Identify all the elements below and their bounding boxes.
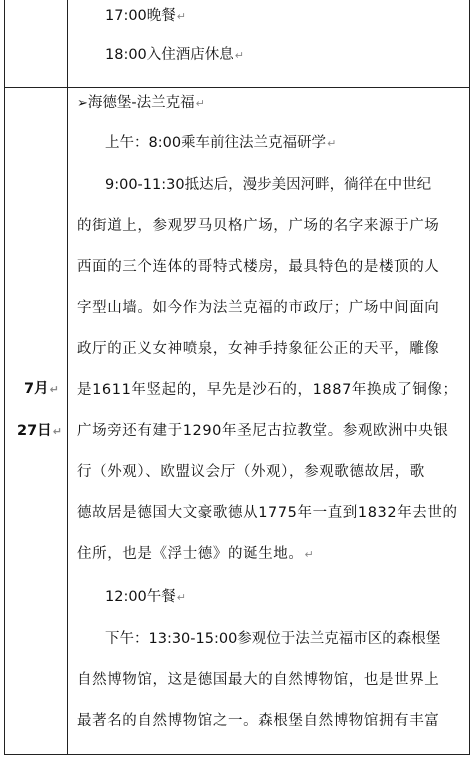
paragraph-mark-icon: ↵ bbox=[49, 383, 59, 396]
table-bottom-border bbox=[4, 754, 470, 755]
date-month: 7月↵ bbox=[24, 381, 59, 397]
paragraph-line: 住所，也是《浮士德》的诞生地。↵ bbox=[77, 546, 315, 562]
table-left-border bbox=[4, 0, 5, 755]
paragraph-line: 字型山墙。如今作为法兰克福的市政厅；广场中间面向 bbox=[77, 300, 440, 316]
paragraph-line: 下午：13:30-15:00参观位于法兰克福市区的森根堡 bbox=[105, 631, 441, 647]
morning-item: 上午：8:00乘车前往法兰克福研学↵ bbox=[105, 135, 337, 151]
paragraph-line: 是1611年竖起的，早先是沙石的，1887年换成了铜像； bbox=[77, 382, 458, 398]
route-heading: ➢海德堡-法兰克福↵ bbox=[77, 95, 205, 111]
paragraph-line: 广场旁还有建于1290年圣尼古拉教堂。参观欧洲中央银 bbox=[77, 423, 449, 439]
paragraph-line: 最著名的自然博物馆之一。森根堡自然博物馆拥有丰富 bbox=[77, 713, 440, 729]
paragraph-line: 西面的三个连体的哥特式楼房，最具特色的是楼顶的人 bbox=[77, 259, 440, 275]
paragraph-line: 行（外观）、欧盟议会厅（外观），参观歌德故居，歌 bbox=[77, 464, 425, 480]
paragraph-line: 自然博物馆，这是德国最大的自然博物馆，也是世界上 bbox=[77, 672, 440, 688]
paragraph-mark-icon: ↵ bbox=[304, 548, 315, 561]
paragraph-mark-icon: ↵ bbox=[176, 10, 187, 23]
date-day: 27日↵ bbox=[17, 423, 62, 439]
paragraph-line: 的街道上，参观罗马贝格广场，广场的名字来源于广场 bbox=[77, 218, 440, 234]
lunch-item: 12:00午餐↵ bbox=[105, 589, 187, 605]
column-divider bbox=[67, 0, 68, 755]
schedule-item-dinner: 17:00晚餐↵ bbox=[105, 8, 187, 24]
paragraph-mark-icon: ↵ bbox=[327, 137, 337, 150]
paragraph-mark-icon: ↵ bbox=[234, 49, 245, 62]
paragraph-mark-icon: ↵ bbox=[52, 425, 62, 438]
paragraph-mark-icon: ↵ bbox=[195, 97, 205, 110]
row-divider bbox=[4, 87, 470, 88]
table-right-border bbox=[469, 0, 470, 755]
paragraph-mark-icon: ↵ bbox=[176, 591, 187, 604]
paragraph-line: 9:00-11:30抵达后，漫步美因河畔，徜徉在中世纪 bbox=[105, 177, 432, 193]
schedule-item-hotel: 18:00入住酒店休息↵ bbox=[105, 47, 245, 63]
arrow-bullet-icon: ➢ bbox=[77, 96, 88, 111]
paragraph-line: 政厅的正义女神喷泉，女神手持象征公正的天平，雕像 bbox=[77, 341, 440, 357]
paragraph-line: 德故居是德国大文豪歌德从1775年一直到1832年去世的 bbox=[77, 505, 458, 521]
